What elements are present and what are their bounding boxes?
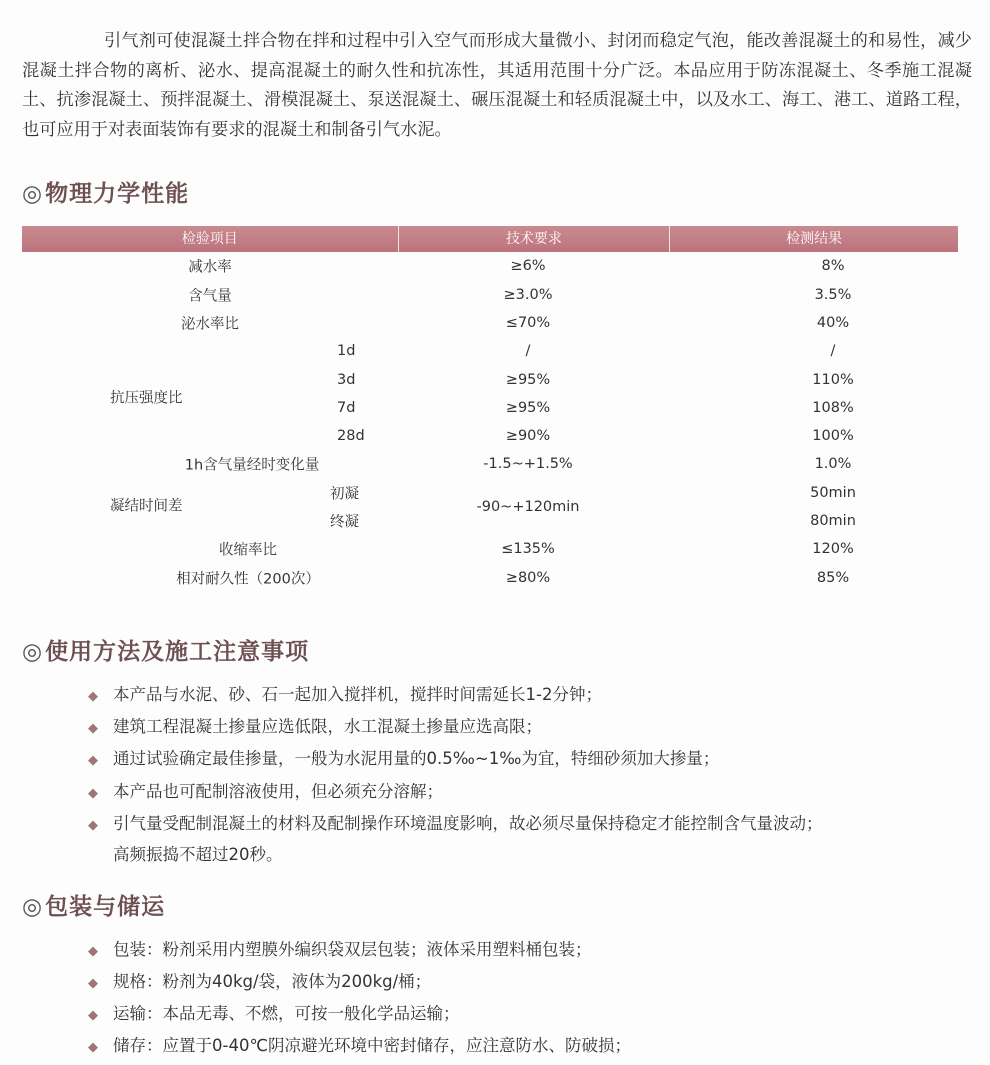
circle-icon: ◎ (22, 894, 44, 920)
diamond-icon: ◆ (88, 817, 98, 833)
table-cell-requirement: ≥95% (505, 400, 551, 416)
table-group-strength: 抗压强度比 (110, 390, 183, 407)
table-cell-requirement: / (525, 343, 531, 359)
diamond-icon: ◆ (88, 944, 98, 959)
list-item-text: 本产品与水泥、砂、石一起加入搅拌机，搅拌时间需延长1-2分钟； (113, 685, 602, 704)
table-cell-requirement: ≥3.0% (503, 287, 553, 303)
list-item-text: 本产品也可配制溶液使用，但必须充分溶解； (113, 781, 443, 801)
table-cell-result: 8% (821, 258, 845, 274)
table-cell-result: 80min (810, 513, 856, 529)
table-cell-result: 3.5% (814, 287, 852, 303)
table-cell-item: 收缩率比 (219, 542, 277, 559)
table-cell-subitem: 3d (337, 372, 356, 388)
table-cell-item: 泌水率比 (181, 316, 239, 333)
diamond-icon: ◆ (88, 753, 98, 769)
table-cell-subitem: 1d (337, 343, 356, 359)
table-cell-subitem: 终凝 (330, 514, 359, 531)
table-cell-subitem: 7d (337, 400, 356, 416)
list-item-text: 建筑工程混凝土掺量应选低限，水工混凝土掺量应选高限； (113, 717, 542, 737)
list-item (88, 745, 719, 769)
diamond-icon: ◆ (88, 721, 98, 737)
table-cell-requirement: -90~+120min (476, 499, 580, 515)
list-item-text: 引气量受配制混凝土的材料及配制操作环境温度影响，故必须尽量保持稳定才能控制含气量波动； (113, 813, 823, 833)
diamond-icon: ◆ (88, 1040, 98, 1055)
section-title-packaging (22, 888, 165, 921)
list-item (88, 778, 443, 802)
table-cell-requirement: ≥90% (505, 428, 551, 444)
usage-continuation: 高频振捣不超过20秒。 (113, 845, 283, 864)
list-item-text: 包装：粉剂采用内塑膜外编织袋双层包装；液体采用塑料桶包装； (113, 940, 592, 959)
diamond-icon: ◆ (88, 1008, 98, 1023)
table-cell-result: 1.0% (814, 456, 852, 472)
list-item-text: 规格：粉剂为40kg/袋，液体为200kg/桶； (113, 972, 432, 991)
table-cell-result: 85% (816, 570, 850, 586)
table-group-setting: 凝结时间差 (110, 498, 183, 515)
table-header (22, 226, 958, 252)
table-cell-result: 110% (812, 372, 854, 388)
table-cell-result: 40% (816, 315, 850, 331)
list-item (88, 681, 602, 705)
table-cell-requirement: -1.5~+1.5% (483, 456, 573, 472)
list-item-text: 通过试验确定最佳掺量，一般为水泥用量的0.5‰~1‰为宜，特细砂须加大掺量； (113, 749, 720, 769)
header-requirement: 技术要求 (399, 226, 671, 252)
table-cell-requirement: ≥6% (510, 258, 546, 274)
circle-icon: ◎ (22, 181, 44, 207)
circle-icon: ◎ (22, 639, 44, 665)
header-item: 检验项目 (22, 226, 399, 252)
table-cell-item: 含气量 (188, 288, 232, 305)
list-item-text: 运输：本品无毒、不燃，可按一般化学品运输； (113, 1004, 460, 1023)
diamond-icon: ◆ (88, 785, 98, 801)
header-result: 检测结果 (786, 231, 843, 247)
list-item-text: 储存：应置于0-40℃阴凉避光环境中密封储存，应注意防水、防破损； (113, 1036, 631, 1055)
table-cell-result: 108% (812, 400, 854, 416)
diamond-icon: ◆ (88, 976, 98, 991)
list-item (88, 936, 592, 960)
table-cell-item: 1h含气量经时变化量 (184, 457, 320, 474)
list-item (88, 968, 431, 992)
table-cell-requirement: ≥95% (505, 372, 551, 388)
table-cell-item: 减水率 (188, 259, 232, 276)
table-cell-result: 100% (812, 428, 854, 444)
table-cell-result: 50min (810, 485, 856, 501)
list-item (88, 1032, 631, 1056)
section-title-usage (22, 633, 309, 666)
section-title-text: 物理力学性能 (45, 181, 190, 207)
table-cell-subitem: 初凝 (330, 486, 359, 503)
section-title-text: 包装与储运 (45, 894, 166, 920)
list-item (88, 810, 823, 834)
table-cell-requirement: ≤70% (505, 315, 551, 331)
table-cell-requirement: ≤135% (501, 541, 555, 557)
section-title-properties (22, 175, 189, 208)
table-cell-item: 相对耐久性（200次） (176, 571, 320, 588)
list-item (88, 1000, 460, 1024)
intro-paragraph: 引气剂可使混凝土拌合物在拌和过程中引入空气而形成大量微小、封闭而稳定气泡，能改善混凝土的和易性，减少混凝土拌合物的离析、泌水、提高混凝土的耐久性和抗冻性，其适用范围十分广泛。本品应用于防冻混凝土、冬季施工混凝土、抗渗混凝土、预拌混凝土、滑模混凝土、泵送混凝土、碾压混凝土和轻质混凝土中，以及水工、海工、港工、道路工程，也可应用于对表面装饰有要求的混凝土和制备引气水泥。 (22, 31, 972, 140)
table-cell-result: 120% (812, 541, 854, 557)
list-item (88, 713, 542, 737)
table-cell-subitem: 28d (337, 428, 365, 444)
section-title-text: 使用方法及施工注意事项 (45, 639, 310, 665)
diamond-icon: ◆ (88, 689, 98, 704)
table-cell-result: / (830, 343, 836, 359)
table-cell-requirement: ≥80% (505, 570, 551, 586)
